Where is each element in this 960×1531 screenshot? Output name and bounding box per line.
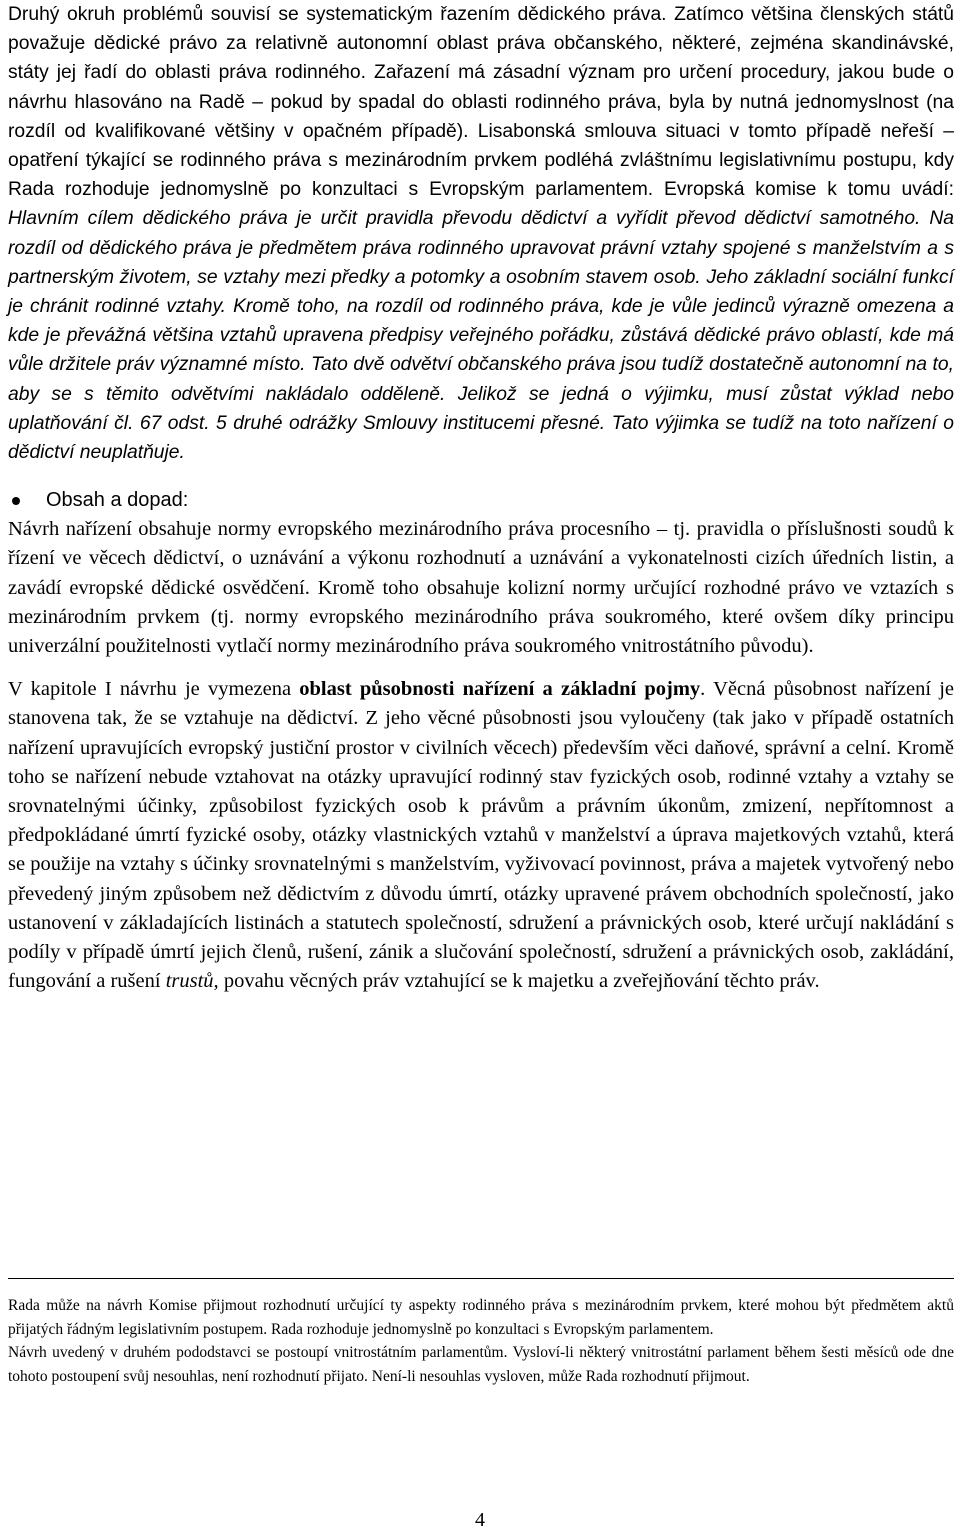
content-paragraph-2 [8,675,954,996]
trust-term: trustů, [165,970,219,993]
document-page [8,0,954,997]
intro-text: Druhý okruh problémů souvisí se systematickým řazením dědického práva. Zatímco většina členských států považuje dědické právo za relativně autonomní oblast práva občanského, některé, zejména skandinávské, státy jej řadí do oblasti práva rodinného. Zařazení má zásadní význam pro určení procedury, jakou bude o návrhu hlasováno na Radě – pokud by spadal do oblasti rodinného práva, byla by nutná jednomyslnost (na rozdíl od kvalifikované většiny v opačném případě). Lisabonská smlouva situaci v tomto případě neřeší – opatření týkající se rodinného práva s mezinárodním prvkem podléhá zvláštnímu legislativnímu postupu, kdy Rada rozhoduje jednomyslně po konzultaci s Evropským parlamentem. Evropská komise k tomu uvádí: [8,4,954,201]
chapter-intro-text: V kapitole I návrhu je vymezena [8,678,300,701]
intro-paragraph [8,0,954,467]
chapter-closing-text: povahu věcných práv vztahující se k majetku a zveřejňování těchto práv. [218,970,820,993]
footnote-separator [8,1278,954,1279]
section-bullet [8,486,954,515]
chapter-body-text: . Věcná působnost nařízení je stanovena tak, že se vztahuje na dědictví. Z jeho věcné působnosti jsou vyloučeny (tak jako v případě ostatních nařízení upravujících evropský justiční prostor v civilních věcech) především věci daňové, správní a celní. Kromě toho se nařízení nebude vztahovat na otázky upravující rodinný stav fyzických osob, rodinné vztahy a vztahy se srovnatelnými účinky, způsobilost fyzických osob k právům a právním úkonům, zmizení, nepřítomnost a předpokládané úmrtí fyzické osoby, otázky vlastnických vztahů v manželství a úprava majetkových vztahů, která se použije na vztahy s účinky srovnatelnými s manželstvím, vyživovací povinnost, práva a majetek vytvořený nebo převedený jiným způsobem než dědictvím z důvodu úmrtí, otázky upravené právem obchodních společností, jako ustanovení v základajících listinách a statutech společností, sdružení a právnických osob, které určují nakládání s podíly v případě úmrtí jejich členů, rušení, zánik a slučování společností, sdružení a právnických osob, zakládání, fungování a rušení [8,678,954,993]
footnotes [8,1294,954,1388]
content-paragraph-1: Návrh nařízení obsahuje normy evropského mezinárodního práva procesního – tj. pravidla o příslušnosti soudů k řízení ve věcech dědictví, o uznávání a výkonu rozhodnutí a uznávání a vykonatelnosti cizích úředních listin, a zavádí evropské dědické osvědčení. Kromě toho obsahuje kolizní normy určující rozhodné právo ve vztazích s mezinárodním prvkem (tj. normy evropského mezinárodního práva soukromého, které ovšem díky principu univerzální použitelnosti vytlačí normy mezinárodního práva soukromého vnitrostátního původu). [8,518,954,658]
intro-quotation: Hlavním cílem dědického práva je určit pravidla převodu dědictví a vyřídit převod dědictví samotného. Na rozdíl od dědického práva je předmětem práva rodinného upravovat právní vztahy spojené s manželstvím a s partnerským životem, se vztahy mezi předky a potomky a osobním stavem osob. Jeho základní sociální funkcí je chránit rodinné vztahy. Kromě toho, na rozdíl od rodinného práva, kde je vůle jedinců výrazně omezena a kde je převážná většina vztahů upravena předpisy veřejného pořádku, zůstává dědické právo oblastí, kde má vůle držitele práv významné místo. Tato dvě odvětví občanského práva jsou tudíž dostatečně autonomní na to, aby se s těmito odvětvími nakládalo odděleně. Jelikož se jedná o výjimku, musí zůstat výklad nebo uplatňování čl. 67 odst. 5 druhé odrážky Smlouvy institucemi přesné. Tato výjimka se tudíž na toto nařízení o dědictví neuplatňuje. [8,208,954,464]
footnote-1: Rada může na návrh Komise přijmout rozhodnutí určující ty aspekty rodinného práva s mezinárodním prvkem, které mohou být předmětem aktů přijatých řádným legislativním postupem. Rada rozhoduje jednomyslně po konzultaci s Evropským parlamentem. [8,1297,954,1338]
section-heading: Obsah a dopad: [46,489,189,512]
page-number: 4 [475,1509,485,1531]
chapter-bold-term: oblast působnosti nařízení a základní pojmy [299,678,701,701]
footnote-2: Návrh uvedený v druhém pododstavci se postoupí vnitrostátním parlamentům. Vysloví-li některý vnitrostátní parlament během šesti měsíců ode dne tohoto postoupení svůj nesouhlas, není rozhodnutí přijato. Není-li nesouhlas vysloven, může Rada rozhodnutí přijmout. [8,1344,954,1385]
